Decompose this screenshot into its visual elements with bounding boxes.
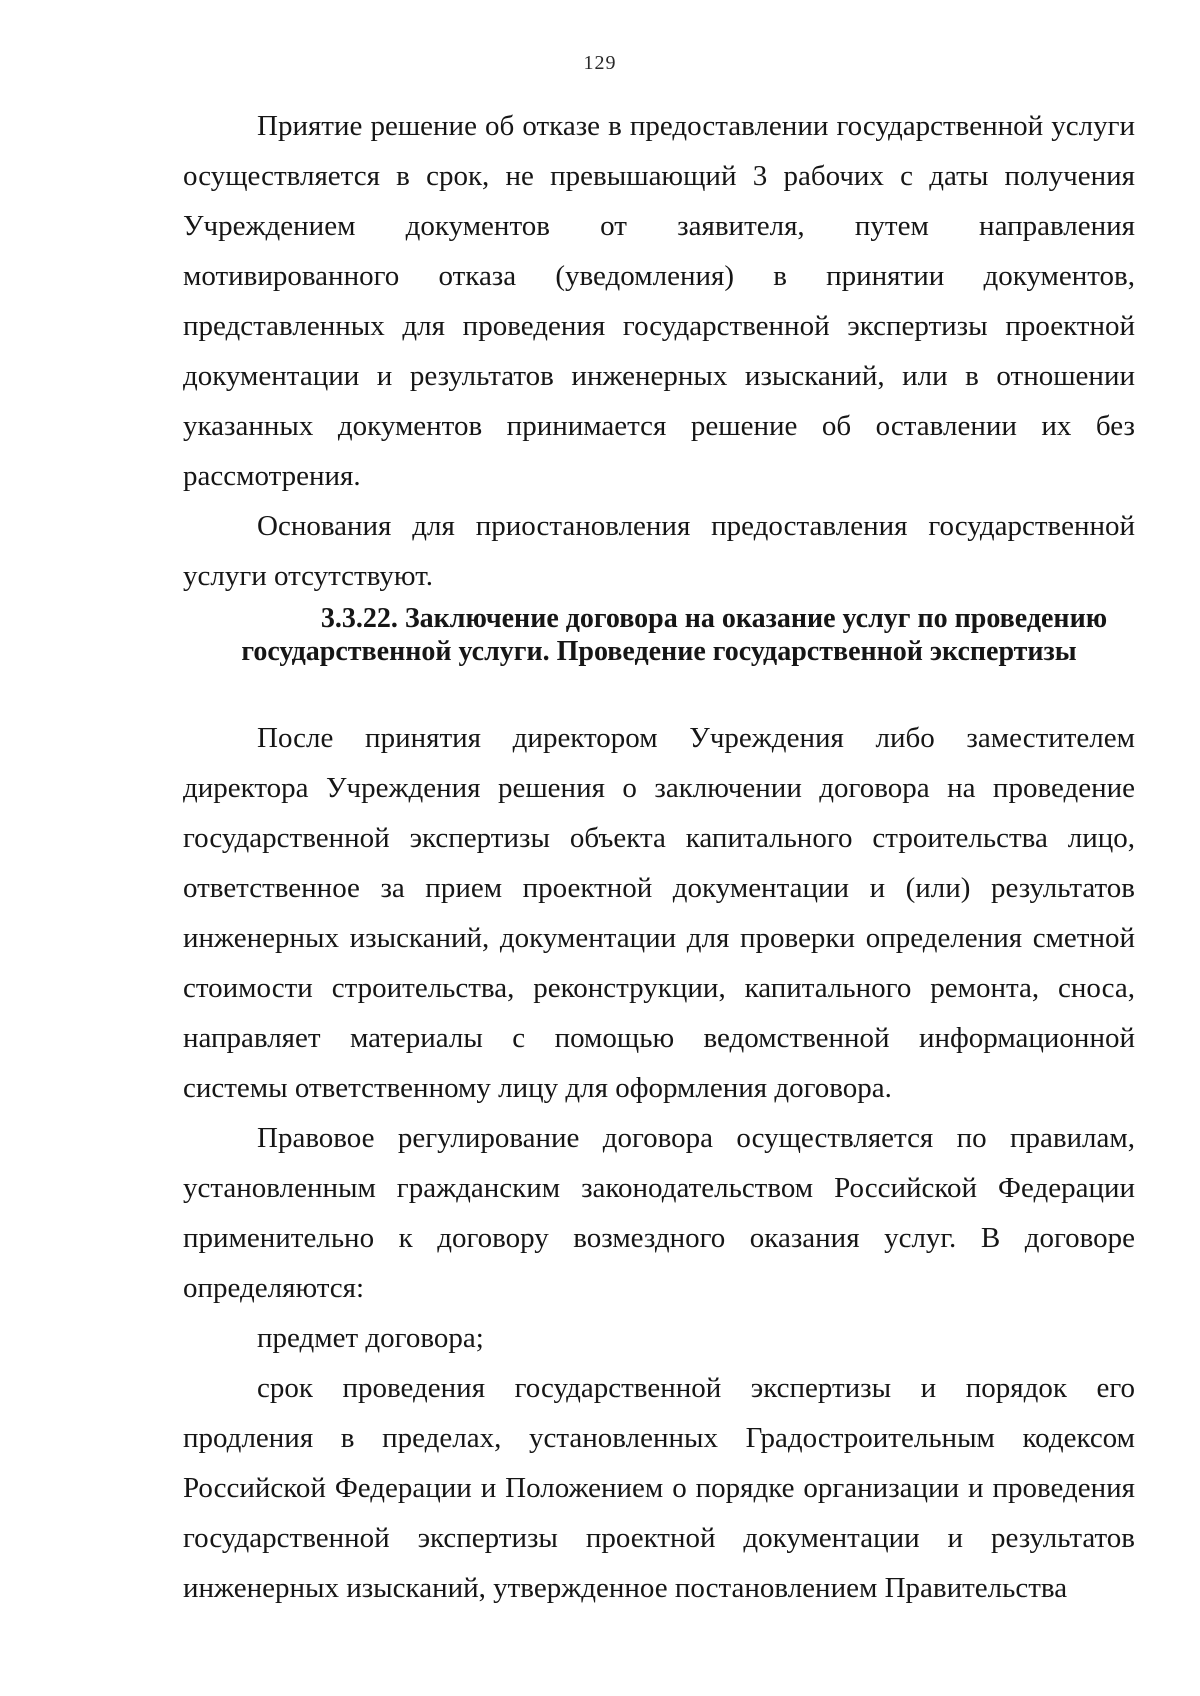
section-heading	[183, 602, 1135, 668]
text-block-lower	[183, 713, 1135, 1613]
text-block-upper	[183, 101, 1135, 601]
paragraph-refusal-decision: Приятие решение об отказе в предоставлении государственной услуги осуществляется в срок, не превышающий 3 рабочих с даты получения Учреждением документов от заявителя, путем направления мотивированного отказа (уведомления) в принятии документов, представленных для проведения государственной экспертизы проектной документации и результатов инженерных изысканий, или в отношении указанных документов принимается решение об оставлении их без рассмотрения.	[183, 110, 1135, 492]
section-heading-line-2: государственной услуги. Проведение государственной экспертизы	[241, 636, 1077, 667]
paragraph-suspension-grounds: Основания для приостановления предоставления государственной услуги отсутствуют.	[183, 510, 1135, 592]
paragraph-legal-regulation: Правовое регулирование договора осуществляется по правилам, установленным гражданским законодательством Российской Федерации применительно к договору возмездного оказания услуг. В договоре определяются:	[183, 1122, 1135, 1304]
page-number: 129	[583, 52, 617, 74]
list-item-expertise-term: срок проведения государственной экспертизы и порядок его продления в пределах, установленных Градостроительным кодексом Российской Федерации и Положением о порядке организации и проведения государственной экспертизы проектной документации и результатов инженерных изысканий, утвержденное постановлением Правительства	[183, 1372, 1135, 1604]
paragraph-contract-preparation: После принятия директором Учреждения либо заместителем директора Учреждения решения о заключении договора на проведение государственной экспертизы объекта капитального строительства лицо, ответственное за прием проектной документации и (или) результатов инженерных изысканий, документации для проверки определения сметной стоимости строительства, реконструкции, капитального ремонта, сноса, направляет материалы с помощью ведомственной информационной системы ответственному лицу для оформления договора.	[183, 722, 1135, 1104]
list-item-contract-subject: предмет договора;	[257, 1322, 484, 1354]
section-heading-line-1: 3.3.22. Заключение договора на оказание услуг по проведению	[320, 603, 1108, 634]
